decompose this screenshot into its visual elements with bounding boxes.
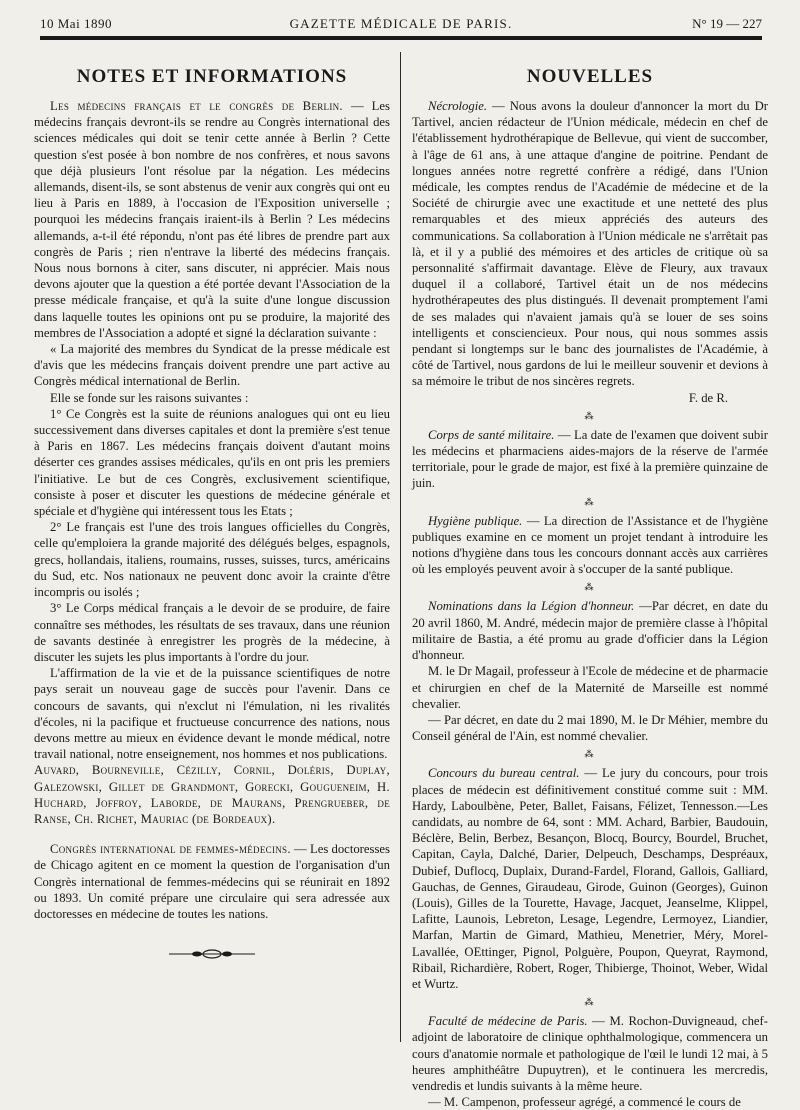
- article-faculte-p2: — M. Campenon, professeur agrégé, a commencé le cours de: [428, 1095, 741, 1110]
- separator-asterism: ⁂: [584, 749, 596, 760]
- header-rule: [40, 36, 762, 40]
- article-hygiene: [412, 513, 768, 578]
- article-congres-berlin-p4: 1° Ce Congrès est la suite de réunions analogues qui ont eu lieu successivement dans diverses capitales et dont la première s'est tenue à Paris en 1867. Les médecins français doivent d'autant moins déserter ces grandes assises médicales, qu'ils en ont pris les premiers l'initiative. Le but de ces Congrès, exclusivement scientifique, consiste à poser et discuter les questions de médecine générale et spéciale et d'hygiène qui intéressent tous les Etats ;: [34, 406, 390, 519]
- article-congres-berlin-p1: [34, 98, 390, 341]
- article-congres-berlin-p2: « La majorité des membres du Syndicat de la presse médicale est d'avis que les médecins français doivent prendre une part active au Congrès médical international de Berlin.: [34, 342, 390, 389]
- article-congres-berlin-p6: 3° Le Corps médical français a le devoir de se produire, de faire connaître ses méthodes, les résultats de ses travaux, dans une réunion de savants destinée à enregistrer les progrès de la médecine, à discuter les sujets les plus importants à l'ordre du jour.: [34, 601, 390, 664]
- article-text: — La direction de l'Assistance et de l'hygiène publiques examine en ce moment un projet tendant à introduire les notions d'hygiène dans tous les concours donnant accès aux carrières où les employés peuvent avoir à s'occuper de la santé publique.: [412, 513, 769, 577]
- article-legion-honneur: [412, 598, 768, 663]
- article-text: — Nous avons la douleur d'annoncer la mort du Dr Tartivel, ancien rédacteur de l'Union médicale, médecin en chef de l'établissement hydrothérapique de Bellevue, qui vient de succomber, à l'âge de 61 ans, à une attaque d'angine de poitrine. Pendant de longues années notre regretté confrère a rédigé, dans l'Union médicale, les comptes rendus de l'Académie de médecine et de la Société de chirurgie avec une exactitude et une netteté des plus remarquables et des mieux appréciés des auteurs des communications. Sa collaboration à l'Union médicale ne s'arrêtait pas là, et il y a publié des mémoires et des articles de critique où sa personnalité s'affirmait davantage. Elève de Fleury, aux travaux duquel il a collaboré, Tartivel était un de nos médecins hydrothérapeutes des plus distingués. Il devenait promptement l'ami de ses malades qui n'avaient jamais qu'à se louer de ses soins intelligents et consciencieux. Pour nous, qui nous sommes assis pendant si longtemps sur le banc des journalistes de l'Académie, à côté de Tartivel, nous gardons de lui le meilleur souvenir et devions à sa mémoire le tribut de nos sincères regrets.: [412, 99, 768, 389]
- separator-asterism: ⁂: [584, 496, 596, 507]
- article-congres-berlin-p7: L'affirmation de la vie et de la puissance scientifiques de notre pays serait un nouveau gage de succès pour l'avenir. Dans ce concours de savants, qui n'exclut ni l'émulation, ni les rivalités d'écoles, ni la pacifique et fructueuse concurrence des nations, nous devons mettre au mieux en évidence devant le monde médical, notre travail national, notre enseignement, nos hommes et nos publications.: [34, 666, 390, 762]
- article-text: — M. Rochon-Duvigneaud, chef-adjoint de laboratoire de clinique ophthalmologique, commencera un cours d'anatomie normale et pathologique de l'œil le lundi 12 mai, à 5 heures amphithéâtre Dupuytren), et le continuera les mercredis, vendredis et lundis suivants à la même heure.: [412, 1014, 768, 1093]
- article-legion-honneur-p2: M. le Dr Magail, professeur à l'Ecole de médecine et de pharmacie et chirurgien en chef de la Maternité de Marseille est nommé chevalier.: [412, 664, 768, 711]
- article-text: —Par décret, en date du 20 avril 1860, M. André, médecin major de première classe à l'hôpital militaire de Bastia, a été promu au grade d'officier dans la Légion d'honneur.: [412, 599, 769, 663]
- header-page-number: N° 19 — 227: [692, 16, 762, 31]
- left-column: [34, 52, 390, 965]
- section-heading-nouvelles: NOUVELLES: [526, 66, 654, 87]
- article-lead: Congrès international de femmes-médecins.: [50, 842, 291, 857]
- article-lead: Les médecins français et le congrès de Berlin.: [50, 99, 343, 113]
- article-concours: [412, 765, 768, 992]
- article-lead: Faculté de médecine de Paris.: [428, 1014, 588, 1029]
- article-lead: Concours du bureau central.: [428, 766, 580, 781]
- fleuron-ornament: [34, 948, 390, 965]
- article-necrologie: [412, 98, 768, 390]
- column-divider: [400, 52, 401, 1042]
- article-signature: F. de R.: [688, 390, 728, 405]
- article-sante-militaire: [412, 427, 768, 492]
- article-lead: Nécrologie.: [428, 99, 488, 113]
- right-column: [412, 52, 768, 1110]
- article-text: — La date de l'examen que doivent subir les médecins et pharmaciens aides-majors de la réserve de l'armée territoriale, pour le grade de major, est fixé à la première quinzaine de juin.: [412, 427, 769, 491]
- header-date: 10 Mai 1890: [40, 16, 112, 31]
- separator-asterism: ⁂: [584, 410, 596, 421]
- article-congres-berlin-p3: Elle se fonde sur les raisons suivantes :: [50, 390, 249, 405]
- separator-asterism: ⁂: [584, 582, 596, 593]
- article-lead: Corps de santé militaire.: [428, 427, 555, 442]
- article-lead: Hygiène publique.: [428, 513, 523, 528]
- article-faculte: [412, 1013, 768, 1094]
- header-journal-title: GAZETTE MÉDICALE DE PARIS.: [289, 16, 513, 31]
- article-congres-berlin-p5: 2° Le français est l'une des trois langues officielles du Congrès, celle qu'emploiera la grande majorité des délégués belges, espagnols, grecs, hollandais, italiens, roumains, russes, suisses, turcs, américains du Sud, etc. Nos nationaux ne peuvent donc avoir la crainte d'être incompris ou isolés ;: [34, 520, 390, 600]
- article-text: — Les médecins français devront-ils se rendre au Congrès international des sciences médicales qui doit se tenir cette année à Berlin ? Cette question s'est posée à bon nombre de nos confrères, et nous savons que déjà plusieurs l'ont résolue par la négation. Les médecins allemands, disent-ils, se sont abstenus de venir aux congrès qui ont eu lieu à Paris en 1889, à l'occasion de l'Exposition universelle ; pourquoi les médecins français iraient-ils à Berlin ? Les médecins allemands, a-t-il été répondu, n'ont pas été libres de prendre part aux congrès de Paris ; rien n'entrave la liberté des médecins français. Nous nous bornons à citer, sans discuter, ni apprécier. Mais nous devons ajouter que la question a été portée devant l'Association de la presse médicale française, et qu'à la suite d'une longue discussion dans laquelle toutes les opinions ont pu se produire, la majorité des membres de l'Association a adopté et signé la déclaration suivante :: [34, 99, 390, 340]
- running-header: [40, 12, 762, 34]
- article-legion-honneur-p3: — Par décret, en date du 2 mai 1890, M. le Dr Méhier, membre du Conseil général de l'Ain, est nommé chevalier.: [412, 712, 768, 744]
- article-lead: Nominations dans la Légion d'honneur.: [428, 599, 635, 614]
- article-text: — Les doctoresses de Chicago agitent en ce moment la question de l'organisation d'un Congrès international de femmes-médecins qui se réunirait en 1892 ou 1893. Un comité prépare une circulaire qui sera adressée aux doctoresses en médecine de toutes les nations.: [34, 842, 390, 921]
- section-heading-notes: NOTES ET INFORMATIONS: [76, 66, 348, 87]
- article-text: — Le jury du concours, pour trois places de médecin est définitivement constitué comme suit : MM. Hardy, Laboulbène, Peter, Ballet, Faisans, Félizet, Tennesson.—Les candidats, au nombre de 64, sont : MM. Achard, Barbier, Baudouin, Béclère, Belin, Berbez, Besançon, Blocq, Bourcy, Bourdel, Bruchet, Capitan, Cayla, Dalché, Darier, Delpeuch, Deschamps, Despréaux, Dubief, Duflocq, Duplaix, Durand-Fardel, Florand, Gallois, Galliard, Gauchas, de Gennes, Giraudeau, Girode, Guinon (Georges), Guinon (Louis), Gilles de la Tourette, Havage, Jacquet, Jeanselme, Klippel, Lafitte, Launois, Lebreton, Lesage, Legendre, Lermoyez, Liandier, Marfan, Martin de Gimard, Mathieu, Menetrier, Méry, Morel-Lavallée, OEttinger, Pignol, Polguère, Poupon, Queyrat, Raymond, Ribail, Richardière, Robert, Roger, Thibierge, Thoinot, Weber, Widal et Wurtz.: [412, 766, 768, 991]
- signatories-list: Auvard, Bourneville, Cézilly, Cornil, Doléris, Duplay, Galezowski, Gillet de Grandmont, Gorecki, Gougueneim, H. Huchard, Joffroy, Laborde, de Maurans, Prengrueber, de Ranse, Ch. Richet, Mauriac (de Bordeaux).: [34, 763, 390, 826]
- separator-asterism: ⁂: [584, 997, 596, 1008]
- article-congres-femmes: [34, 841, 390, 922]
